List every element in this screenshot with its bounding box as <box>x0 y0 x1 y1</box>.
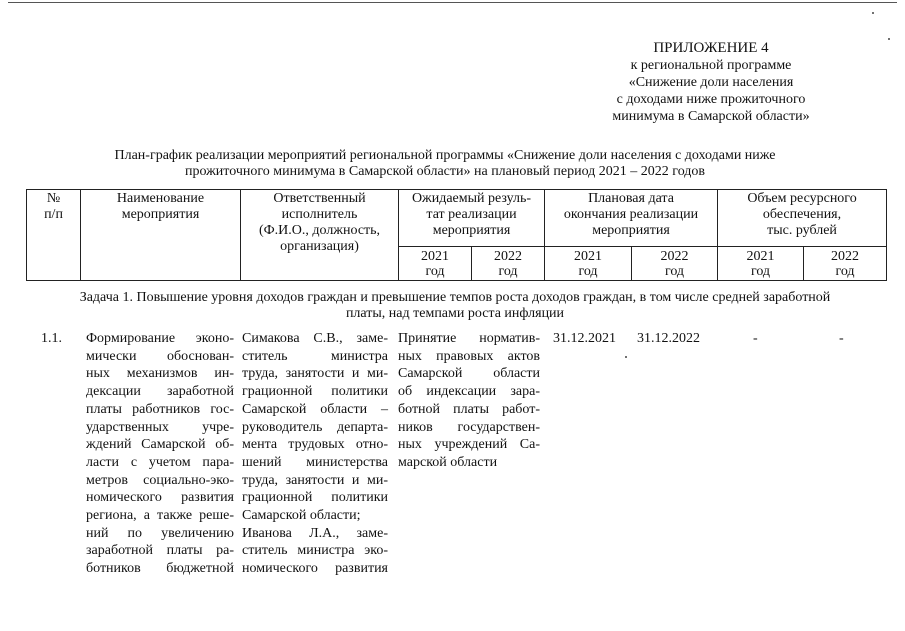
text-line: Иванова Л.А., заме- <box>242 525 388 541</box>
text-line: Самарской области – <box>242 401 388 417</box>
year-cell <box>399 247 472 281</box>
year-unit: год <box>498 263 518 279</box>
header-name: Наименование <box>116 191 205 206</box>
text-line: заработной платы ра- <box>86 543 234 559</box>
year-cell <box>718 247 804 281</box>
text-line: ботной платы работ- <box>398 401 540 417</box>
header-num: № <box>46 191 61 206</box>
text-line: Формирование эконо- <box>86 331 234 346</box>
text-line: ний по увеличению <box>86 525 234 541</box>
header-resources-cell <box>718 190 887 247</box>
year-cell <box>545 247 632 281</box>
year-unit: год <box>835 263 855 279</box>
plan-table-header <box>26 189 887 281</box>
row-date-2021: 31.12.2021 <box>553 331 616 346</box>
year-unit: год <box>425 263 445 279</box>
scan-speck <box>888 38 890 40</box>
header-resources: тыс. рублей <box>767 223 837 238</box>
document-title-line: План-график реализации мероприятий региональной программы «Снижение доли населения с доходами ниже <box>114 148 776 163</box>
text-line: ных учреждений Са- <box>398 437 540 453</box>
header-num-cell <box>27 190 81 281</box>
appendix-line: минимума в Самарской области» <box>612 109 810 124</box>
row-number: 1.1. <box>41 331 62 346</box>
header-expected-cell <box>399 190 545 247</box>
text-line: Симакова С.В., заме- <box>242 331 388 346</box>
scan-speck <box>625 356 627 358</box>
row-resources-2021: - <box>753 331 758 346</box>
header-responsible: исполнитель <box>281 207 358 222</box>
year-cell <box>804 247 887 281</box>
text-line: руководитель департа- <box>242 419 388 435</box>
text-line: ных правовых актов <box>398 348 540 364</box>
row-responsible <box>242 330 388 578</box>
year-unit: год <box>578 263 598 279</box>
text-line: ударственных учре- <box>86 419 234 435</box>
text-line: Самарской области; <box>242 508 361 524</box>
text-line: ждений Самарской об- <box>86 437 234 453</box>
year-label: 2022 <box>660 248 689 264</box>
scan-top-edge <box>8 2 897 3</box>
text-line: Самарской области <box>398 366 540 382</box>
row-expected-result <box>398 330 540 472</box>
text-line: ласти с учетом пара- <box>86 454 234 470</box>
appendix-block <box>581 40 841 125</box>
header-resources: Объем ресурсного <box>747 191 857 206</box>
year-label: 2021 <box>421 248 449 264</box>
appendix-line: с доходами ниже прожиточного <box>616 92 806 107</box>
year-cell <box>632 247 718 281</box>
text-line: ных механизмов ин- <box>86 366 234 382</box>
text-line: труда, занятости и ми- <box>242 472 388 488</box>
task-heading-line: Задача 1. Повышение уровня доходов граждан и превышение темпов роста доходов граждан, в том числе средней заработной <box>79 290 831 305</box>
text-line: дексации заработной <box>86 384 234 400</box>
text-line: труда, занятости и ми- <box>242 366 388 382</box>
year-label: 2021 <box>746 248 775 264</box>
year-label: 2021 <box>574 248 602 264</box>
header-responsible: организация) <box>280 239 359 254</box>
year-cell <box>472 247 545 281</box>
text-line: шений министерства <box>242 454 388 470</box>
header-responsible: (Ф.И.О., должность, <box>258 223 381 238</box>
header-expected: тат реализации <box>426 207 517 222</box>
header-resources: обеспечения, <box>762 207 842 222</box>
appendix-heading: ПРИЛОЖЕНИЕ 4 <box>653 40 769 56</box>
task-heading-line: платы, над темпами роста инфляции <box>345 306 565 321</box>
text-line: марской области <box>398 454 498 470</box>
header-responsible: Ответственный <box>273 191 366 206</box>
year-unit: год <box>664 263 685 279</box>
header-planned-date-cell <box>545 190 718 247</box>
header-name: мероприятия <box>121 207 200 222</box>
year-label: 2022 <box>494 248 522 264</box>
header-expected: мероприятия <box>432 223 511 238</box>
text-line: Принятие норматив- <box>398 331 540 346</box>
text-line: грационной политики <box>242 384 388 400</box>
text-line: номического развития <box>86 490 234 506</box>
header-name-cell <box>81 190 241 281</box>
header-planned-date: окончания реализации <box>563 207 699 222</box>
header-responsible-cell <box>241 190 399 281</box>
row-date-2022: 31.12.2022 <box>637 331 700 346</box>
text-line: мента трудовых отно- <box>242 437 388 453</box>
year-label: 2022 <box>831 248 859 264</box>
year-unit: год <box>750 263 771 279</box>
appendix-line: «Снижение доли населения <box>628 75 794 90</box>
text-line: ников государствен- <box>398 419 540 435</box>
text-line: мически обоснован- <box>86 348 234 364</box>
text-line: ботников бюджетной <box>86 561 234 577</box>
document-title-line: прожиточного минимума в Самарской области» на плановый период 2021 – 2022 годов <box>184 164 706 179</box>
header-num: п/п <box>44 207 63 222</box>
appendix-line: к региональной программе <box>630 58 792 73</box>
header-planned-date: мероприятия <box>592 223 670 238</box>
text-line: ститель министра <box>242 348 388 364</box>
text-line: ститель министра эко- <box>242 543 388 559</box>
text-line: грационной политики <box>242 490 388 506</box>
row-activity-name <box>86 330 234 578</box>
text-line: платы работников гос- <box>86 401 234 417</box>
text-line: метров социально-эко- <box>86 472 234 488</box>
header-planned-date: Плановая дата <box>588 191 674 206</box>
row-resources-2022: - <box>839 331 844 346</box>
text-line: об индексации зара- <box>398 384 540 400</box>
document-title <box>40 148 850 180</box>
scan-speck <box>872 12 874 14</box>
header-expected: Ожидаемый резуль- <box>411 191 532 206</box>
text-line: региона, а также реше- <box>86 508 234 524</box>
task-heading <box>40 290 870 322</box>
text-line: номического развития <box>242 561 388 577</box>
